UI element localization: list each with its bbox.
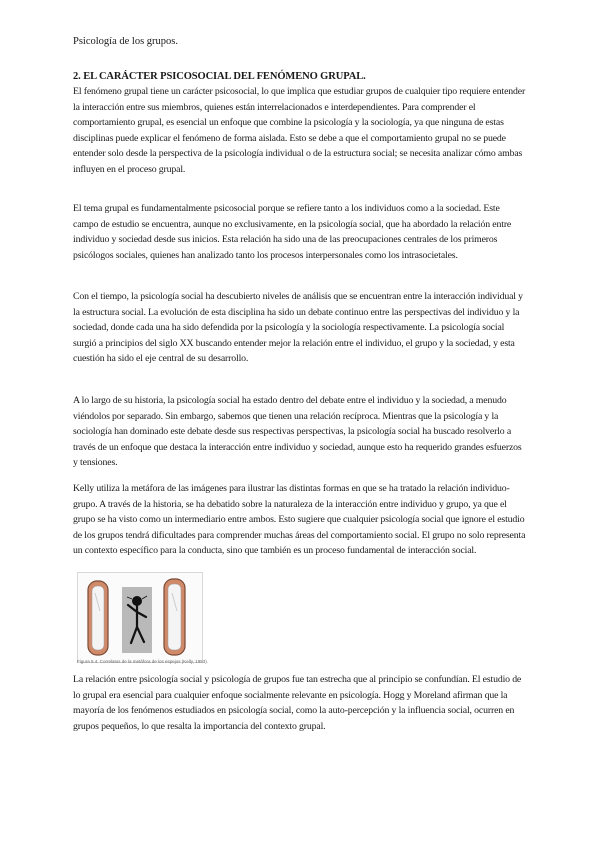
paragraph-1: El fenómeno grupal tiene un carácter psicosocial, lo que implica que estudiar grupos de cualquier tipo requiere entender la interacción entre sus miembros, quienes están interrelacionados e interdependientes. Para comprender el comportamiento grupal, es esencial un enfoque que combine la psicología y la sociología, ya que ninguna de estas disciplinas puede explicar el fenómeno de forma aislada. Esto se debe a que el comportamiento grupal no se puede entender solo desde la perspectiva de la psicología individual o de la estructura social; se necesita analizar cómo ambas influyen en el proceso grupal. — [73, 86, 526, 175]
section-heading: 2. EL CARÁCTER PSICOSOCIAL DEL FENÓMENO GRUPAL. — [73, 71, 366, 82]
left-mirror — [88, 581, 108, 655]
paragraph-5: Kelly utiliza la metáfora de las imágenes para ilustrar las distintas formas en que se ha tratado la relación individuo-grupo. A través de la historia, se ha debatido sobre la naturaleza de la interacción entre individuo y grupo, ya que el grupo se ha visto como un intermediario entre ambos. Esto sugiere que cualquier psicología social que ignore el estudio de los grupos tendrá dificultades para comprender muchas áreas del comportamiento social. El grupo no solo representa un contexto específico para la conducta, sino que también es un proceso fundamental de interacción social. — [73, 483, 526, 557]
paragraph-2: El tema grupal es fundamentalmente psicosocial porque se refiere tanto a los individuos como a la sociedad. Este campo de estudio se encuentra, aunque no exclusivamente, en la psicología social, que ha abordado la relación entre individuo y sociedad desde sus inicios. Esta relación ha sido una de las preocupaciones centrales de los primeros psicólogos sociales, quienes han analizado tanto los procesos interpersonales como los intrasocietales. — [73, 203, 512, 261]
running-header: Psicología de los grupos. — [73, 36, 178, 47]
mirror-metaphor-figure — [77, 572, 203, 663]
person-figure — [122, 587, 152, 653]
right-mirror — [164, 579, 185, 655]
paragraph-6: La relación entre psicología social y psicología de grupos fue tan estrecha que al principio se confundían. El estudio de lo grupal era esencial para cualquier enfoque socialmente relevante en psicología. Hogg y Moreland afirman que la mayoría de los fenómenos estudiados en psicología social, como la auto-percepción y la influencia social, ocurren en grupos pequeños, lo que resalta la importancia del contexto grupal. — [73, 674, 522, 732]
paragraph-4: A lo largo de su historia, la psicología social ha estado dentro del debate entre el individuo y la sociedad, a menudo viéndolos por separado. Sin embargo, sabemos que tienen una relación recíproca. Mientras que la psicología y la sociología han dominado este debate desde sus respectivas perspectivas, la psicología social ha buscado resolverlo a través de un enfoque que destaca la interacción entre individuo y sociedad, aunque esto ha requerido grandes esfuerzos y tensiones. — [73, 395, 522, 469]
mirror-illustration — [78, 573, 202, 662]
paragraph-3: Con el tiempo, la psicología social ha descubierto niveles de análisis que se encuentran entre la interacción individual y la estructura social. La evolución de esta disciplina ha sido un debate continuo entre las perspectivas del individuo y la sociedad, donde cada una ha sido defendida por la psicología y la sociología respectivamente. La psicología social surgió a principios del siglo XX buscando entender mejor la relación entre el individuo, el grupo y la sociedad, y esta cuestión ha sido el eje central de su desarrollo. — [73, 291, 523, 365]
figure-caption: Figura 5.4. Correlatos de la metáfora de los espejos (Kelly, 1953). — [77, 659, 208, 664]
